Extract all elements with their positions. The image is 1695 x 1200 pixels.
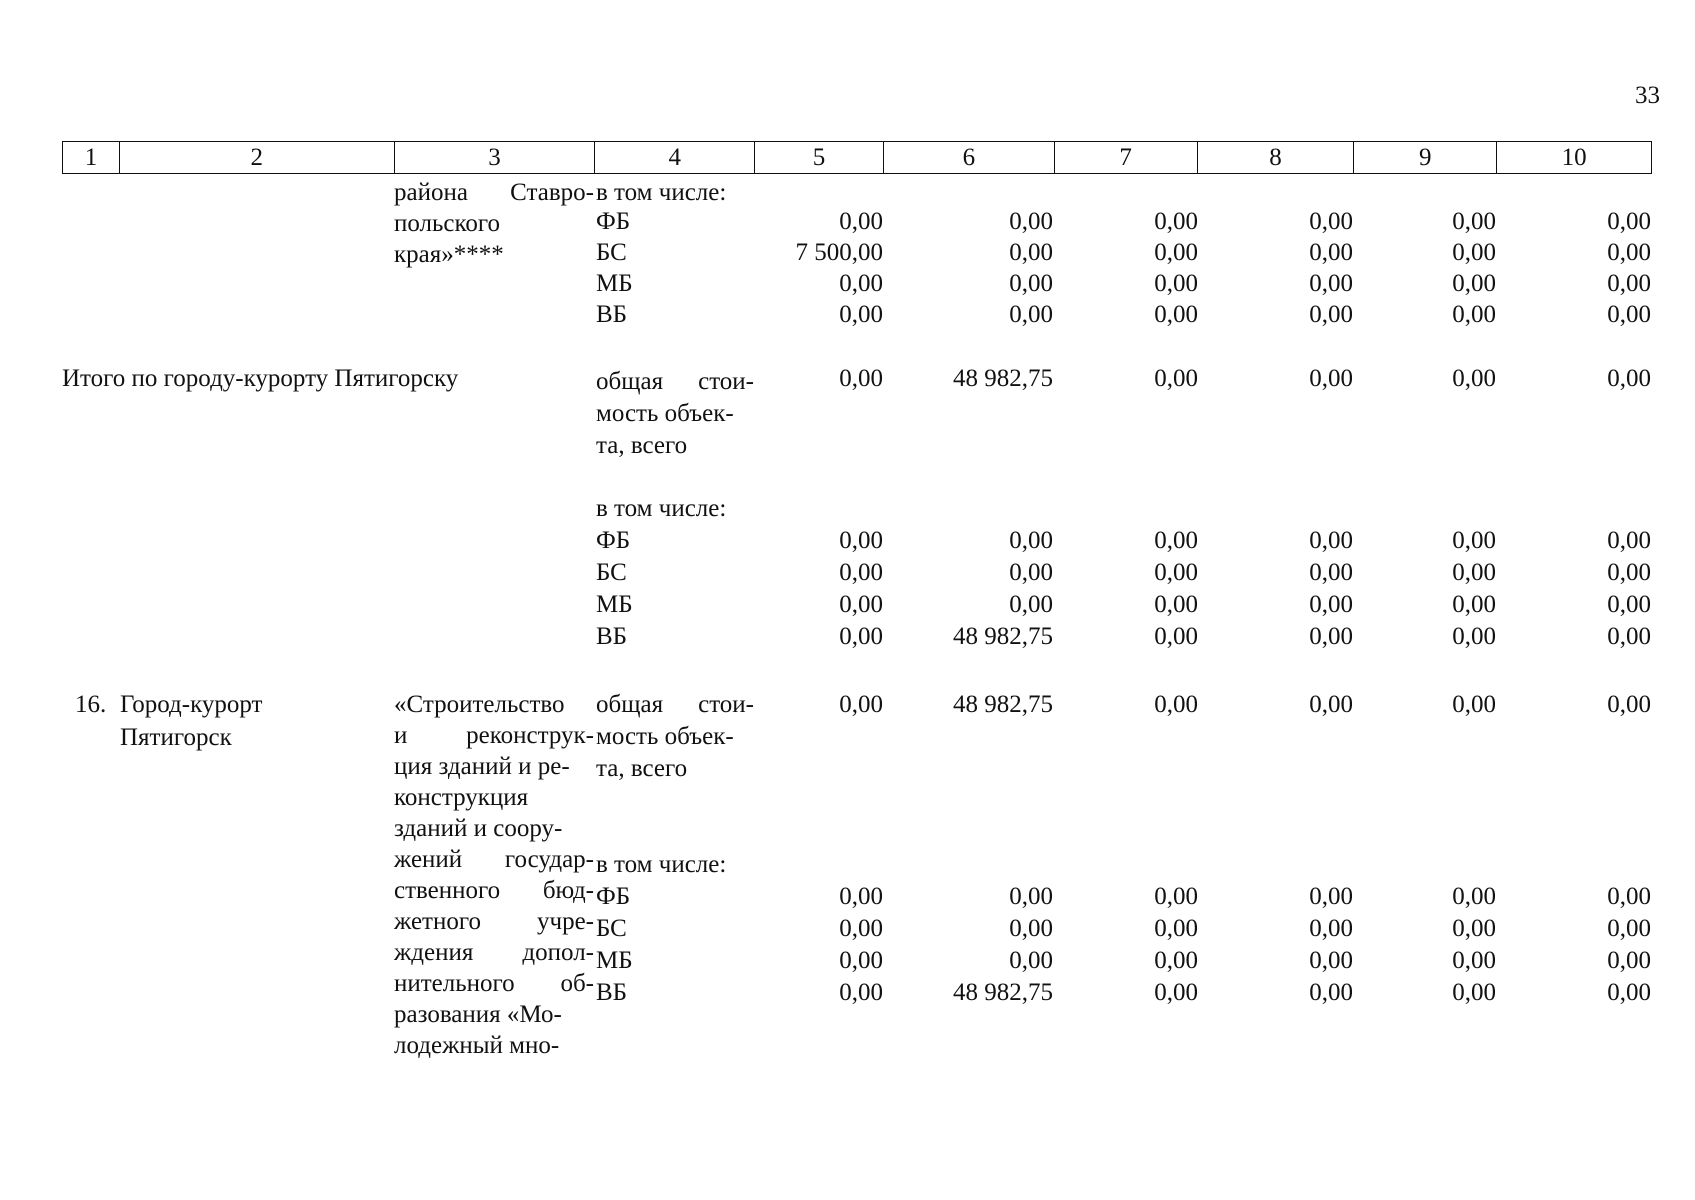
item-vb-col10: 0,00 bbox=[1607, 979, 1651, 1006]
header-col-10: 10 bbox=[1561, 144, 1587, 171]
item-fb-col8: 0,00 bbox=[1309, 883, 1353, 910]
total-bs-col10: 0,00 bbox=[1607, 559, 1651, 586]
total-object-cost-line: мость объек- bbox=[596, 400, 734, 427]
block-a-intro: в том числе: bbox=[596, 179, 727, 206]
block-a-vb-col10: 0,00 bbox=[1607, 301, 1651, 328]
block-a-vb-col6: 0,00 bbox=[1009, 301, 1053, 328]
item-label-vb: ВБ bbox=[596, 979, 628, 1006]
block-a-mb-col8: 0,00 bbox=[1309, 270, 1353, 297]
item-vb-col7: 0,00 bbox=[1154, 979, 1198, 1006]
item-vb-col9: 0,00 bbox=[1452, 979, 1496, 1006]
item-label-mb: МБ bbox=[596, 947, 633, 974]
header-col-6: 6 bbox=[884, 142, 1055, 173]
total-fb-col6: 0,00 bbox=[1009, 527, 1053, 554]
header-col-7: 7 bbox=[1055, 142, 1198, 173]
object-cost-line: общая стои- bbox=[596, 691, 754, 718]
header-col-8: 8 bbox=[1198, 142, 1355, 173]
total-mb-col5: 0,00 bbox=[839, 591, 883, 618]
total-sum-col10: 0,00 bbox=[1607, 365, 1651, 392]
block-a-vb-col9: 0,00 bbox=[1452, 301, 1496, 328]
page-number: 33 bbox=[1635, 82, 1660, 109]
object-name-line: лодежный мно- bbox=[394, 1032, 560, 1059]
total-vb-col9: 0,00 bbox=[1452, 623, 1496, 650]
block-a-bs-col7: 0,00 bbox=[1154, 239, 1198, 266]
item-mb-col7: 0,00 bbox=[1154, 947, 1198, 974]
municipality-line: Город-курорт bbox=[120, 691, 263, 718]
total-mb-col10: 0,00 bbox=[1607, 591, 1651, 618]
item-fb-col10: 0,00 bbox=[1607, 883, 1651, 910]
block-a-vb-col7: 0,00 bbox=[1154, 301, 1198, 328]
item-label-fb: ФБ bbox=[596, 883, 631, 910]
total-sum-col8: 0,00 bbox=[1309, 365, 1353, 392]
total-sum-col7: 0,00 bbox=[1154, 365, 1198, 392]
item-bs-col6: 0,00 bbox=[1009, 915, 1053, 942]
total-title: Итого по городу-курорту Пятигорску bbox=[62, 365, 459, 392]
item-sum-col5: 0,00 bbox=[839, 691, 883, 718]
block-a-description-line: района Ставро- bbox=[394, 179, 594, 206]
item-mb-col5: 0,00 bbox=[839, 947, 883, 974]
object-name-line: нительного об- bbox=[394, 970, 594, 997]
block-a-fb-col8: 0,00 bbox=[1309, 208, 1353, 235]
item-bs-col9: 0,00 bbox=[1452, 915, 1496, 942]
object-name-line: ждения допол- bbox=[394, 939, 594, 966]
total-fb-col8: 0,00 bbox=[1309, 527, 1353, 554]
block-a-mb-col5: 0,00 bbox=[839, 270, 883, 297]
item-bs-col8: 0,00 bbox=[1309, 915, 1353, 942]
block-a-description-line: края»**** bbox=[394, 241, 504, 268]
block-a-bs-col9: 0,00 bbox=[1452, 239, 1496, 266]
total-bs-col5: 0,00 bbox=[839, 559, 883, 586]
item-number: 16. bbox=[75, 691, 107, 718]
total-vb-col7: 0,00 bbox=[1154, 623, 1198, 650]
header-col-1: 1 bbox=[63, 142, 120, 173]
object-name-line: ция зданий и ре- bbox=[394, 753, 570, 780]
header-col-2: 2 bbox=[120, 142, 395, 173]
total-vb-col6: 48 982,75 bbox=[953, 623, 1053, 650]
block-a-vb-col5: 0,00 bbox=[839, 301, 883, 328]
item-fb-col5: 0,00 bbox=[839, 883, 883, 910]
item-vb-col8: 0,00 bbox=[1309, 979, 1353, 1006]
item-intro: в том числе: bbox=[596, 851, 727, 878]
total-label-fb: ФБ bbox=[596, 527, 631, 554]
item-sum-col8: 0,00 bbox=[1309, 691, 1353, 718]
object-name-line: жений государ- bbox=[394, 846, 594, 873]
total-intro: в том числе: bbox=[596, 495, 727, 522]
item-sum-col9: 0,00 bbox=[1452, 691, 1496, 718]
item-vb-col5: 0,00 bbox=[839, 979, 883, 1006]
total-fb-col10: 0,00 bbox=[1607, 527, 1651, 554]
item-mb-col8: 0,00 bbox=[1309, 947, 1353, 974]
header-col-3: 3 bbox=[395, 142, 596, 173]
block-a-label-bs: БС bbox=[596, 239, 627, 266]
object-name-line: «Строительство bbox=[394, 691, 565, 718]
table-header bbox=[62, 141, 1652, 174]
block-a-fb-col7: 0,00 bbox=[1154, 208, 1198, 235]
item-label-bs: БС bbox=[596, 915, 627, 942]
item-sum-col6: 48 982,75 bbox=[953, 691, 1053, 718]
item-mb-col9: 0,00 bbox=[1452, 947, 1496, 974]
block-a-fb-col9: 0,00 bbox=[1452, 208, 1496, 235]
block-a-label-vb: ВБ bbox=[596, 301, 628, 328]
object-name-line: конструкция bbox=[394, 784, 529, 811]
total-sum-col6: 48 982,75 bbox=[953, 365, 1053, 392]
block-a-bs-col6: 0,00 bbox=[1009, 239, 1053, 266]
block-a-fb-col10: 0,00 bbox=[1607, 208, 1651, 235]
total-object-cost-line: та, всего bbox=[596, 432, 688, 459]
item-fb-col7: 0,00 bbox=[1154, 883, 1198, 910]
header-col-4: 4 bbox=[595, 142, 755, 173]
item-sum-col7: 0,00 bbox=[1154, 691, 1198, 718]
total-vb-col5: 0,00 bbox=[839, 623, 883, 650]
block-a-mb-col6: 0,00 bbox=[1009, 270, 1053, 297]
item-vb-col6: 48 982,75 bbox=[953, 979, 1053, 1006]
block-a-mb-col10: 0,00 bbox=[1607, 270, 1651, 297]
total-vb-col8: 0,00 bbox=[1309, 623, 1353, 650]
total-vb-col10: 0,00 bbox=[1607, 623, 1651, 650]
object-cost-line: мость объек- bbox=[596, 723, 734, 750]
object-name-line: и реконструк- bbox=[394, 722, 594, 749]
block-a-mb-col7: 0,00 bbox=[1154, 270, 1198, 297]
total-mb-col6: 0,00 bbox=[1009, 591, 1053, 618]
total-bs-col7: 0,00 bbox=[1154, 559, 1198, 586]
total-bs-col9: 0,00 bbox=[1452, 559, 1496, 586]
block-a-bs-col10: 0,00 bbox=[1607, 239, 1651, 266]
total-label-mb: МБ bbox=[596, 591, 633, 618]
total-sum-col9: 0,00 bbox=[1452, 365, 1496, 392]
item-sum-col10: 0,00 bbox=[1607, 691, 1651, 718]
object-name-line: зданий и соору- bbox=[394, 815, 563, 842]
total-label-bs: БС bbox=[596, 559, 627, 586]
block-a-bs-col8: 0,00 bbox=[1309, 239, 1353, 266]
block-a-fb-col5: 0,00 bbox=[839, 208, 883, 235]
object-name-line: разования «Мо- bbox=[394, 1001, 562, 1028]
municipality-line: Пятигорск bbox=[120, 724, 232, 751]
total-mb-col7: 0,00 bbox=[1154, 591, 1198, 618]
header-col-5: 5 bbox=[755, 142, 884, 173]
item-mb-col10: 0,00 bbox=[1607, 947, 1651, 974]
block-a-label-fb: ФБ bbox=[596, 208, 631, 235]
item-bs-col7: 0,00 bbox=[1154, 915, 1198, 942]
item-bs-col5: 0,00 bbox=[839, 915, 883, 942]
total-bs-col6: 0,00 bbox=[1009, 559, 1053, 586]
total-sum-col5: 0,00 bbox=[839, 365, 883, 392]
object-name-line: ственного бюд- bbox=[394, 877, 594, 904]
total-fb-col9: 0,00 bbox=[1452, 527, 1496, 554]
block-a-description-line: польского bbox=[394, 210, 501, 237]
object-name-line: жетного учре- bbox=[394, 908, 594, 935]
total-label-vb: ВБ bbox=[596, 623, 628, 650]
item-fb-col9: 0,00 bbox=[1452, 883, 1496, 910]
total-bs-col8: 0,00 bbox=[1309, 559, 1353, 586]
total-mb-col9: 0,00 bbox=[1452, 591, 1496, 618]
total-mb-col8: 0,00 bbox=[1309, 591, 1353, 618]
object-cost-line: та, всего bbox=[596, 755, 688, 782]
block-a-label-mb: МБ bbox=[596, 270, 633, 297]
block-a-mb-col9: 0,00 bbox=[1452, 270, 1496, 297]
item-bs-col10: 0,00 bbox=[1607, 915, 1651, 942]
item-fb-col6: 0,00 bbox=[1009, 883, 1053, 910]
block-a-bs-col5: 7 500,00 bbox=[795, 239, 883, 266]
block-a-vb-col8: 0,00 bbox=[1309, 301, 1353, 328]
block-a-fb-col6: 0,00 bbox=[1009, 208, 1053, 235]
total-fb-col7: 0,00 bbox=[1154, 527, 1198, 554]
item-mb-col6: 0,00 bbox=[1009, 947, 1053, 974]
total-object-cost-line: общая стои- bbox=[596, 368, 754, 395]
header-col-9: 9 bbox=[1354, 142, 1497, 173]
total-fb-col5: 0,00 bbox=[839, 527, 883, 554]
